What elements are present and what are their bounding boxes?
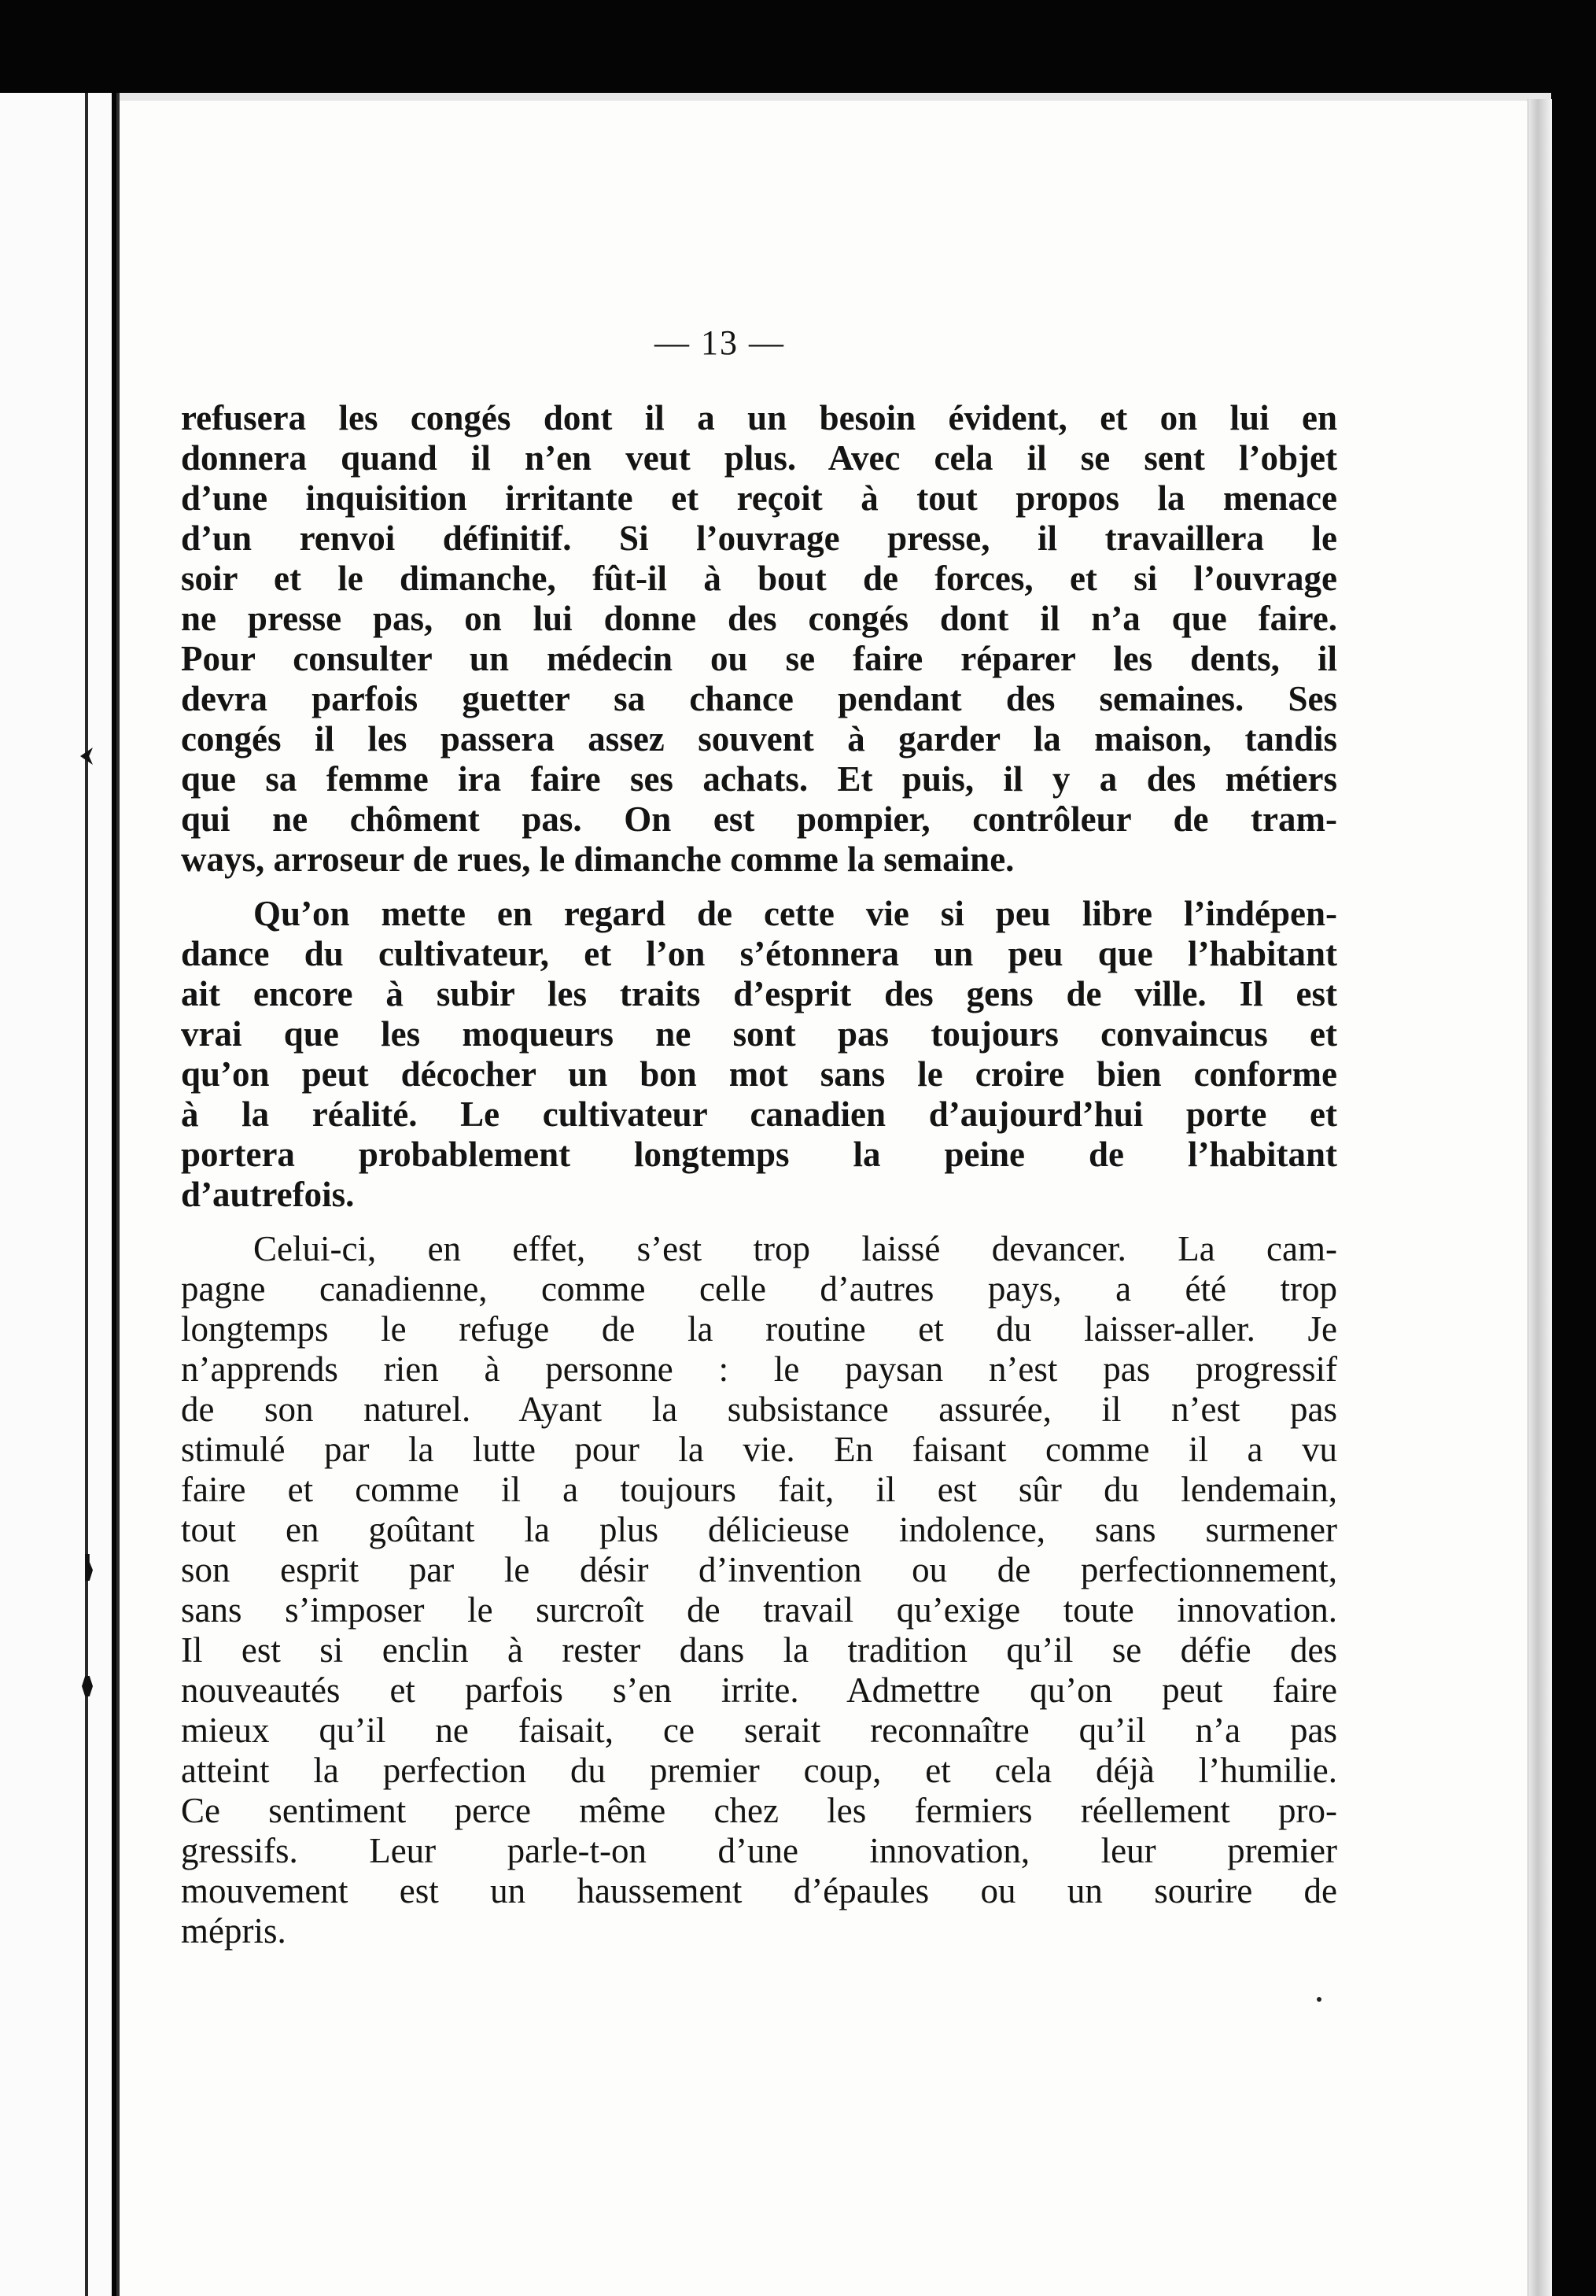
text-line: atteint la perfection du premier coup, et cela déjà l’humilie.: [181, 1751, 1337, 1790]
text-line: refusera les congés dont il a un besoin évident, et on lui en: [181, 398, 1337, 437]
text-line: mépris.: [181, 1911, 286, 1951]
text-line: ne presse pas, on lui donne des congés dont il n’a que faire.: [181, 599, 1337, 638]
text-line: qui ne chôment pas. On est pompier, contrôleur de tram-: [181, 799, 1337, 839]
text-line: n’apprends rien à personne : le paysan n’est pas progressif: [181, 1349, 1337, 1389]
text-line: Qu’on mette en regard de cette vie si peu libre l’indépen-: [253, 894, 1337, 933]
text-line: mouvement est un haussement d’épaules ou un sourire de: [181, 1871, 1337, 1910]
text-line: d’une inquisition irritante et reçoit à tout propos la menace: [181, 478, 1337, 518]
text-line: stimulé par la lutte pour la vie. En faisant comme il a vu: [181, 1430, 1337, 1469]
text-line: sans s’imposer le surcroît de travail qu’exige toute innovation.: [181, 1590, 1337, 1630]
ink-speck: [1317, 1997, 1321, 2002]
text-line: Ce sentiment perce même chez les fermiers réellement pro-: [181, 1791, 1337, 1830]
text-line: donnera quand il n’en veut plus. Avec cela il se sent l’objet: [181, 438, 1337, 478]
text-line: tout en goûtant la plus délicieuse indolence, sans surmener: [181, 1510, 1337, 1549]
text-line: de son naturel. Ayant la subsistance assurée, il n’est pas: [181, 1390, 1337, 1429]
text-line: dance du cultivateur, et l’on s’étonnera un peu que l’habitant: [181, 934, 1337, 973]
text-line: pagne canadienne, comme celle d’autres pays, a été trop: [181, 1269, 1337, 1309]
book-spine-line: [85, 93, 88, 2296]
text-line: que sa femme ira faire ses achats. Et puis, il y a des métiers: [181, 759, 1337, 799]
text-line: Il est si enclin à rester dans la tradition qu’il se défie des: [181, 1630, 1337, 1670]
text-line: à la réalité. Le cultivateur canadien d’aujourd’hui porte et: [181, 1094, 1337, 1134]
text-line: mieux qu’il ne faisait, ce serait reconnaître qu’il n’a pas: [181, 1711, 1337, 1750]
text-line: devra parfois guetter sa chance pendant des semaines. Ses: [181, 679, 1337, 718]
text-line: nouveautés et parfois s’en irrite. Admettre qu’on peut faire: [181, 1670, 1337, 1710]
facing-page-strip: [0, 93, 112, 2296]
text-line: longtemps le refuge de la routine et du laisser-aller. Je: [181, 1309, 1337, 1349]
text-line: Pour consulter un médecin ou se faire réparer les dents, il: [181, 639, 1337, 678]
text-line: ways, arroseur de rues, le dimanche comme la semaine.: [181, 840, 1015, 879]
paragraph: [181, 1229, 1337, 1951]
text-line: congés il les passera assez souvent à garder la maison, tandis: [181, 719, 1337, 759]
text-line: d’un renvoi définitif. Si l’ouvrage presse, il travaillera le: [181, 519, 1337, 558]
page-stack-edge: [1528, 99, 1552, 2296]
paragraph: [181, 398, 1337, 880]
text-line: d’autrefois.: [181, 1175, 355, 1214]
text-line: Celui-ci, en effet, s’est trop laissé devancer. La cam-: [253, 1229, 1337, 1268]
text-line: qu’on peut décocher un bon mot sans le croire bien conforme: [181, 1054, 1337, 1094]
paragraph: [181, 894, 1337, 1215]
text-line: ait encore à subir les traits d’esprit des gens de ville. Il est: [181, 974, 1337, 1013]
text-line: faire et comme il a toujours fait, il est sûr du lendemain,: [181, 1470, 1337, 1509]
text-line: vrai que les moqueurs ne sont pas toujours convaincus et: [181, 1014, 1337, 1054]
page-top-edge: [120, 93, 1551, 101]
page-number: — 13 —: [654, 323, 785, 362]
text-line: soir et le dimanche, fût-il à bout de forces, et si l’ouvrage: [181, 559, 1337, 598]
text-line: gressifs. Leur parle-t-on d’une innovation, leur premier: [181, 1831, 1337, 1870]
text-line: portera probablement longtemps la peine de l’habitant: [181, 1135, 1337, 1174]
text-line: son esprit par le désir d’invention ou de perfectionnement,: [181, 1550, 1337, 1589]
body-text: [181, 398, 1337, 1966]
